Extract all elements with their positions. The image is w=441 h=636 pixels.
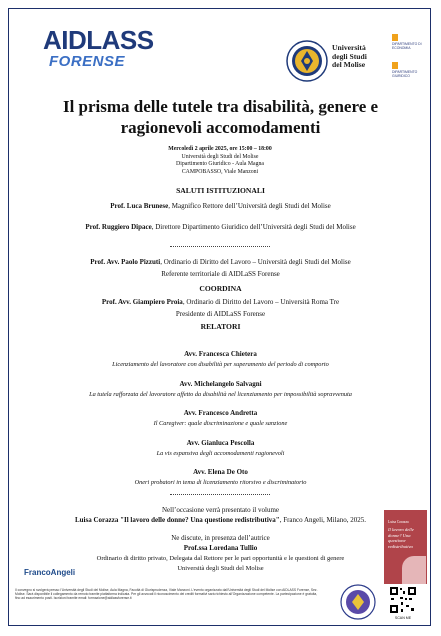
relatore-name: Avv. Elena De Oto [193, 468, 248, 476]
relatore-topic: Oneri probatori in tema di licenziamento ritorsivo e discriminatorio [134, 479, 307, 486]
ordine-avvocati-seal-icon [340, 584, 376, 620]
pizzuti-role-line: Referente territoriale di AIDLaSS Forense [161, 270, 280, 278]
discuss-intro: Ne discute, in presenza dell’autrice [171, 534, 270, 542]
book-cover-image [384, 510, 427, 584]
discussant-affiliation: Università degli Studi del Molise [177, 565, 264, 572]
dept-economia-icon [392, 34, 398, 41]
saluti-heading: SALUTI ISTITUZIONALI [176, 186, 265, 195]
discussant-role: Ordinario di diritto privato, Delegata dal Rettore per le pari opportunità e le questioni di genere [96, 555, 345, 562]
relatore-topic: Licenziamento del lavoratore con disabilità per superamento del periodo di comporto [112, 361, 329, 368]
footer-note: Il convegno si svolgerà presso l’Università degli Studi del Molise, Aula Magna, Facoltà di Giurisprudenza, Viale Manzoni. L’evento organizzato dall’Università degli Studi del Molise con AIDLASS Forense, Sez. Molise. Sarà disponibile il collegamento da remoto tramite piattaforma indicata. Per gli avvocati il riconoscimento dei crediti formativi sarà richiesto all’Organizzazione competente. La partecipazione è gratuita, fino ad esaurimento posti. Iscrizioni tramite email: formazione@aidlassforense.it [15, 588, 318, 601]
dept-giuridico-logo: DIPARTIMENTO GIURIDICO [392, 62, 426, 78]
event-date: Mercoledì 2 aprile 2025, ore 15:00 – 18:00 [168, 146, 272, 152]
event-venue-1: Università degli Studi del Molise [181, 153, 259, 160]
relatore-name: Avv. Francesco Andretta [183, 409, 258, 417]
relatore-name: Avv. Michelangelo Salvagni [179, 380, 262, 388]
relatore-topic: La vis espansiva degli accomodamenti ragionevoli [156, 450, 285, 457]
book-cover-text: Luisa Corazza Il lavoro delle donne? Una questione redistributiva [388, 520, 414, 549]
relatore-topic: La tutela rafforzata del lavoratore affetto da disabilità nel licenziamento per impossibilità sopravvenuta [89, 391, 352, 398]
dept-economia-logo: DIPARTIMENTO DI ECONOMIA [392, 34, 426, 50]
relatore-name: Avv. Gianluca Pescolla [186, 439, 255, 447]
relatori-heading: RELATORI [200, 322, 241, 331]
volume-details: Luisa Corazza "Il lavoro delle donne? Una questione redistributiva", Franco Angeli, Milano, 2025. [74, 516, 367, 524]
event-venue-3: CAMPOBASSO, Viale Manzoni [181, 168, 259, 175]
relatore-name: Avv. Francesca Chietera [184, 350, 257, 358]
qr-code-icon[interactable] [389, 586, 417, 614]
divider [170, 246, 270, 247]
saluti-rettore: Prof. Luca Brunese, Magnifico Rettore dell’Università degli Studi del Molise [110, 202, 331, 210]
divider [170, 494, 270, 495]
aidlass-forense-logo [43, 25, 154, 79]
saluti-direttore: Prof. Ruggiero Dipace, Direttore Dipartimento Giuridico dell’Università degli Studi del Molise [85, 223, 356, 231]
logo-main-text: AIDLASS [43, 25, 154, 55]
proia-role-line: Presidente di AIDLaSS Forense [175, 310, 266, 318]
dept-giuridico-icon [392, 62, 398, 69]
scan-me-label: SCAN ME [394, 616, 412, 620]
coordina-heading: COORDINA [199, 284, 242, 293]
event-info [90, 146, 350, 176]
proia-line: Prof. Avv. Giampiero Proia, Ordinario di Diritto del Lavoro – Università Roma Tre [101, 298, 340, 306]
event-title: Il prisma delle tutele tra disabilità, genere e ragionevoli accomodamenti [62, 97, 379, 137]
relatore-topic: Il Caregiver: quale discriminazione e quale sanzione [153, 420, 288, 427]
discussant-name: Prof.ssa Loredana Tullio [183, 544, 258, 552]
francoangeli-logo: FrancoAngeli [24, 568, 76, 577]
pizzuti-line: Prof. Avv. Paolo Pizzuti, Ordinario di Diritto del Lavoro – Università degli Studi del Molise [90, 258, 351, 266]
event-venue-2: Dipartimento Giuridico - Aula Magna [176, 161, 264, 168]
volume-intro: Nell’occasione verrà presentato il volume [161, 506, 279, 514]
book-cover-decoration [402, 556, 426, 584]
university-name: Università degli Studi del Molise [332, 43, 367, 70]
logo-sub-text: FORENSE [49, 53, 126, 70]
university-seal-icon [286, 40, 328, 82]
